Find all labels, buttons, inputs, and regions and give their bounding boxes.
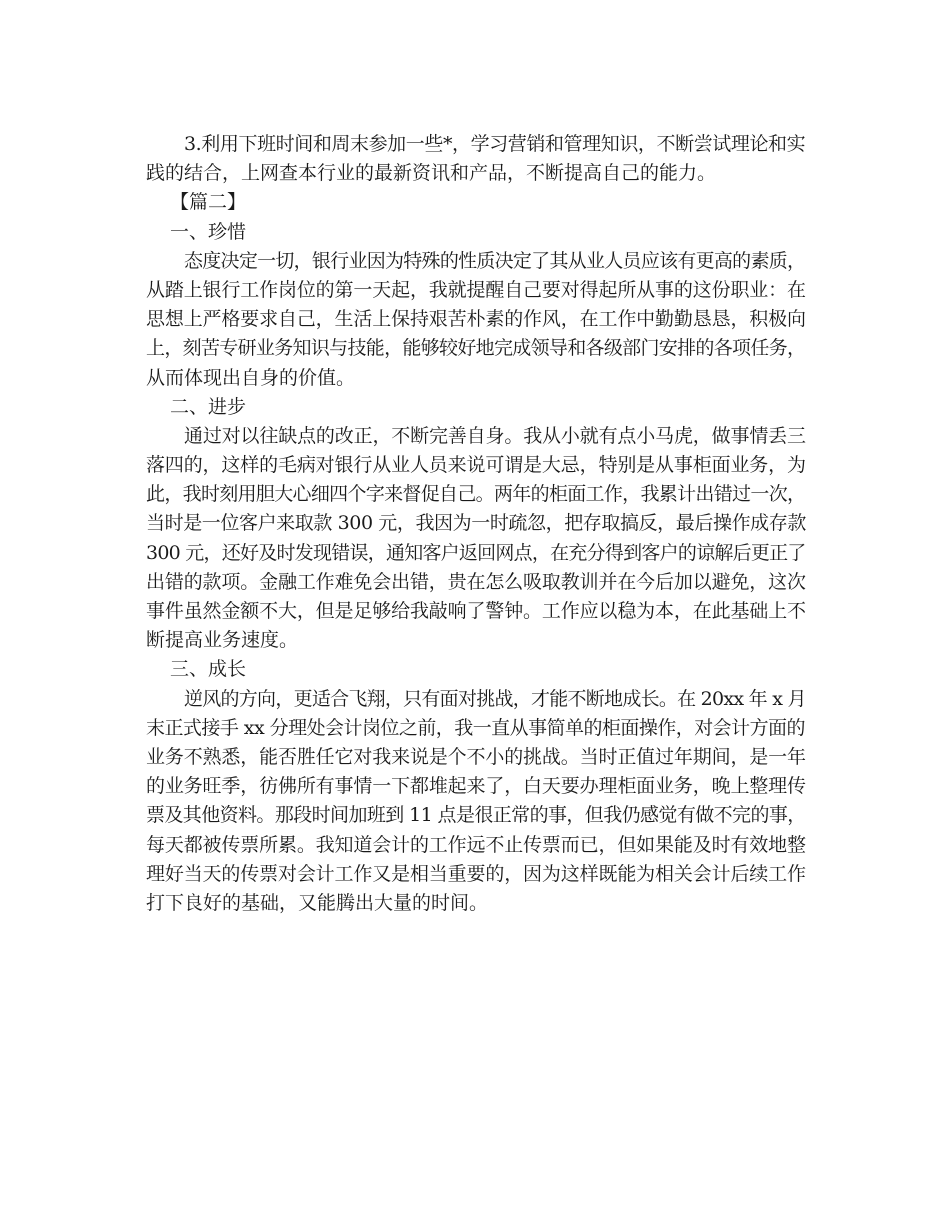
text-line: 上，刻苦专研业务知识与技能，能够较好地完成领导和各级部门安排的各项任务， xyxy=(146,337,806,360)
text-line: 出错的款项。金融工作难免会出错，贵在怎么吸取教训并在今后加以避免，这次 xyxy=(146,570,806,593)
heading-text: 二、进步 xyxy=(170,395,247,418)
text-line: 此，我时刻用胆大心细四个字来督促自己。两年的柜面工作，我累计出错过一次， xyxy=(146,483,806,506)
text-line: 理好当天的传票对会计工作又是相当重要的，因为这样既能为相关会计后续工作 xyxy=(146,862,806,885)
text-line: 每天都被传票所累。我知道会计的工作远不止传票而已，但如果能及时有效地整 xyxy=(146,833,806,856)
section-heading xyxy=(146,188,806,217)
section-heading xyxy=(146,218,806,247)
text-line: 业务不熟悉，能否胜任它对我来说是个不小的挑战。当时正值过年期间，是一年 xyxy=(146,745,806,768)
document-body xyxy=(146,130,806,918)
text-line: 思想上严格要求自己，生活上保持艰苦朴素的作风，在工作中勤勤恳恳，积极向 xyxy=(146,308,806,331)
text-line: 3.利用下班时间和周末参加一些*，学习营销和管理知识，不断尝试理论和实 xyxy=(184,133,806,155)
heading-text: 一、珍惜 xyxy=(170,220,247,243)
text-line: 断提高业务速度。 xyxy=(146,629,299,652)
text-line: 逆风的方向，更适合飞翔，只有面对挑战，才能不断地成长。在 20xx 年 x 月 xyxy=(184,687,806,710)
text-line: 事件虽然金额不大，但是足够给我敲响了警钟。工作应以稳为本，在此基础上不 xyxy=(146,600,806,622)
heading-text: 三、成长 xyxy=(170,658,247,681)
heading-text: 【篇二】 xyxy=(170,191,247,214)
text-line: 从而体现出自身的价值。 xyxy=(146,366,356,389)
section-heading xyxy=(146,393,806,422)
text-line: 当时是一位客户来取款 300 元，我因为一时疏忽，把存取搞反，最后操作成存款 xyxy=(146,512,806,535)
body-paragraph xyxy=(146,422,806,656)
section-heading xyxy=(146,655,806,684)
text-line: 300 元，还好及时发现错误，通知客户返回网点，在充分得到客户的谅解后更正了 xyxy=(146,541,806,564)
text-line: 态度决定一切，银行业因为特殊的性质决定了其从业人员应该有更高的素质， xyxy=(184,249,806,272)
text-line: 通过对以往缺点的改正，不断完善自身。我从小就有点小马虎，做事情丢三 xyxy=(184,424,806,447)
text-line: 落四的，这样的毛病对银行从业人员来说可谓是大忌，特别是从事柜面业务，为 xyxy=(146,454,806,477)
text-line: 的业务旺季，彷佛所有事情一下都堆起来了，白天要办理柜面业务，晚上整理传 xyxy=(146,775,806,798)
text-line: 践的结合，上网查本行业的最新资讯和产品，不断提高自己的能力。 xyxy=(146,162,717,185)
text-line: 打下良好的基础，又能腾出大量的时间。 xyxy=(146,891,489,914)
text-line: 票及其他资料。那段时间加班到 11 点是很正常的事，但我仍感觉有做不完的事， xyxy=(146,804,806,827)
text-line: 从踏上银行工作岗位的第一天起，我就提醒自己要对得起所从事的这份职业：在 xyxy=(146,278,806,301)
body-paragraph xyxy=(146,247,806,393)
body-paragraph xyxy=(146,685,806,919)
body-paragraph xyxy=(146,130,806,188)
text-line: 末正式接手 xx 分理处会计岗位之前，我一直从事简单的柜面操作，对会计方面的 xyxy=(146,716,805,739)
